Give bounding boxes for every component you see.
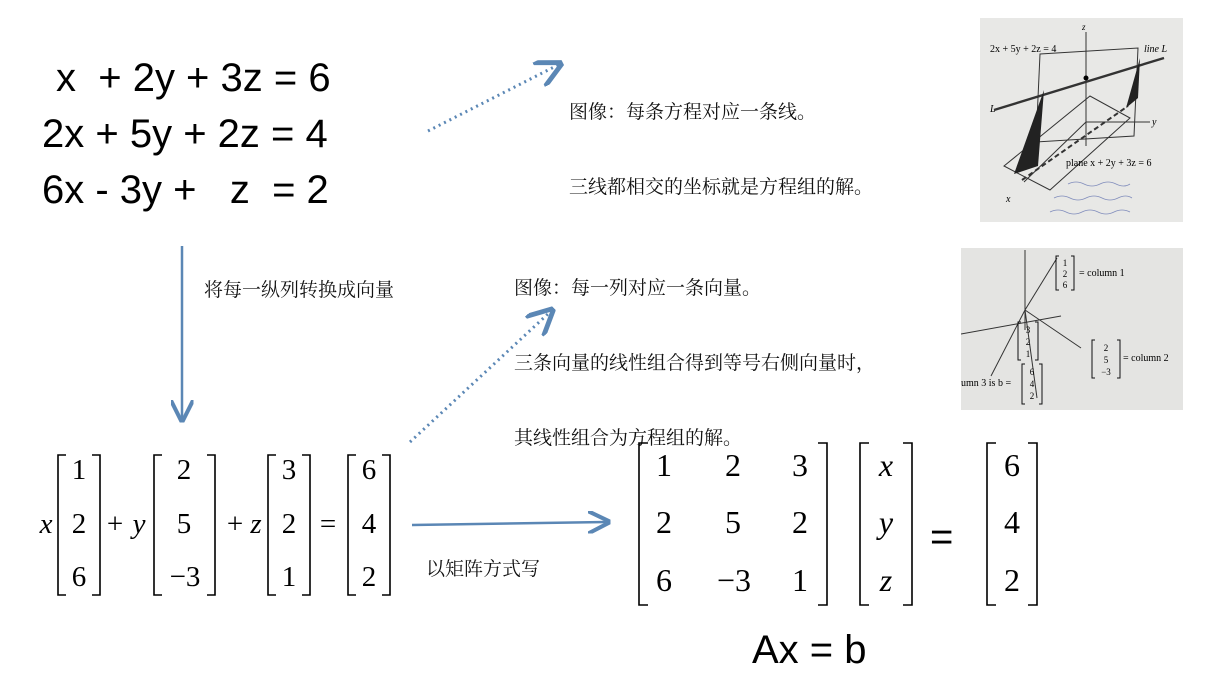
matrix-a-entry: −3 <box>716 562 752 598</box>
column-picture-photo <box>961 248 1183 410</box>
row-picture-drawing <box>980 18 1183 222</box>
equals-sign: = <box>319 508 337 540</box>
col3-value: 1 <box>1025 349 1031 359</box>
matrix-a-entry: 2 <box>656 504 672 540</box>
rhs-entry: 2 <box>361 561 377 593</box>
coef-z: z <box>250 508 262 540</box>
row-photo-L: L <box>990 104 996 115</box>
col1-entry: 1 <box>71 454 87 486</box>
matrix-equals-sign: = <box>930 515 954 559</box>
col2-value: 5 <box>1103 355 1109 365</box>
col2-entry: 5 <box>176 508 192 540</box>
row-caption-line: 三线都相交的坐标就是方程组的解。 <box>569 176 874 198</box>
vector-x-entry: y <box>878 504 894 540</box>
row-photo-z: z <box>1082 22 1086 32</box>
col2-entry: 2 <box>176 454 192 486</box>
col2-value: −3 <box>1101 367 1111 377</box>
b-value: 4 <box>1029 379 1035 389</box>
coef-y: y <box>132 508 146 540</box>
plus-sign: + <box>226 508 244 540</box>
col2-entry: −3 <box>169 561 201 593</box>
matrix-a-entry: 3 <box>792 447 808 483</box>
col3-value: 3 <box>1025 325 1031 335</box>
row-picture-photo <box>980 18 1183 222</box>
matrix-a-entry: 1 <box>656 447 672 483</box>
col3-entry: 3 <box>281 454 297 486</box>
matrix-a-entry: 5 <box>725 504 741 540</box>
col2-label: = column 2 <box>1123 353 1169 364</box>
column-caption-line: 其线性组合为方程组的解。 <box>514 427 743 449</box>
matrix-a-entry: 6 <box>656 562 672 598</box>
b-value: 6 <box>1029 367 1035 377</box>
row-photo-line-label: line L <box>1144 44 1168 55</box>
dotted-arrow-column-picture <box>410 312 550 442</box>
rhs-entry: 4 <box>361 508 377 540</box>
row-photo-x: x <box>1006 194 1011 205</box>
row-photo-eq: 2x + 5y + 2z = 4 <box>990 44 1057 55</box>
matrix-form-brackets <box>639 443 1037 605</box>
col3-value: 2 <box>1025 337 1031 347</box>
column-picture-drawing <box>961 248 1183 410</box>
vector-x-entry: x <box>878 447 894 483</box>
b-label: umn 3 is b = <box>961 378 1012 389</box>
rhs-entry: 6 <box>361 454 377 486</box>
arrow-right-matrix <box>412 522 606 525</box>
matrix-a-entry: 2 <box>792 504 808 540</box>
equation-3: 6x - 3y + z = 2 <box>42 168 329 212</box>
col1-entry: 6 <box>71 561 87 593</box>
row-photo-plane: plane x + 2y + 3z = 6 <box>1066 158 1152 169</box>
vector-x-entry: z <box>879 562 893 598</box>
col3-entry: 1 <box>281 561 297 593</box>
vector-b-entry: 2 <box>1004 562 1020 598</box>
col1-value: 2 <box>1062 269 1068 279</box>
equation-1: x + 2y + 3z = 6 <box>56 56 331 100</box>
plus-sign: + <box>106 508 124 540</box>
dotted-arrow-row-picture <box>428 65 558 131</box>
col1-value: 1 <box>1062 258 1068 268</box>
column-caption-line: 三条向量的线性组合得到等号右侧向量时， <box>514 352 876 374</box>
col3-entry: 2 <box>281 508 297 540</box>
coef-x: x <box>39 508 53 540</box>
vector-b-entry: 4 <box>1004 504 1020 540</box>
convert-label: 将每一纵列转换成向量 <box>204 279 395 301</box>
col2-value: 2 <box>1103 343 1109 353</box>
short-form-equation: Ax = b <box>752 628 867 672</box>
row-photo-y: y <box>1152 117 1157 128</box>
row-caption-line: 图像：每条方程对应一条线。 <box>569 101 817 123</box>
matrix-a-entry: 1 <box>792 562 808 598</box>
vector-b-entry: 6 <box>1004 447 1020 483</box>
col1-label: = column 1 <box>1079 268 1125 279</box>
equation-2: 2x + 5y + 2z = 4 <box>42 112 328 156</box>
col1-entry: 2 <box>71 508 87 540</box>
matrix-label: 以矩阵方式写 <box>426 558 541 580</box>
column-caption-line: 图像：每一列对应一条向量。 <box>514 277 762 299</box>
matrix-a-entry: 2 <box>725 447 741 483</box>
b-value: 2 <box>1029 391 1035 401</box>
col1-value: 6 <box>1062 280 1068 290</box>
